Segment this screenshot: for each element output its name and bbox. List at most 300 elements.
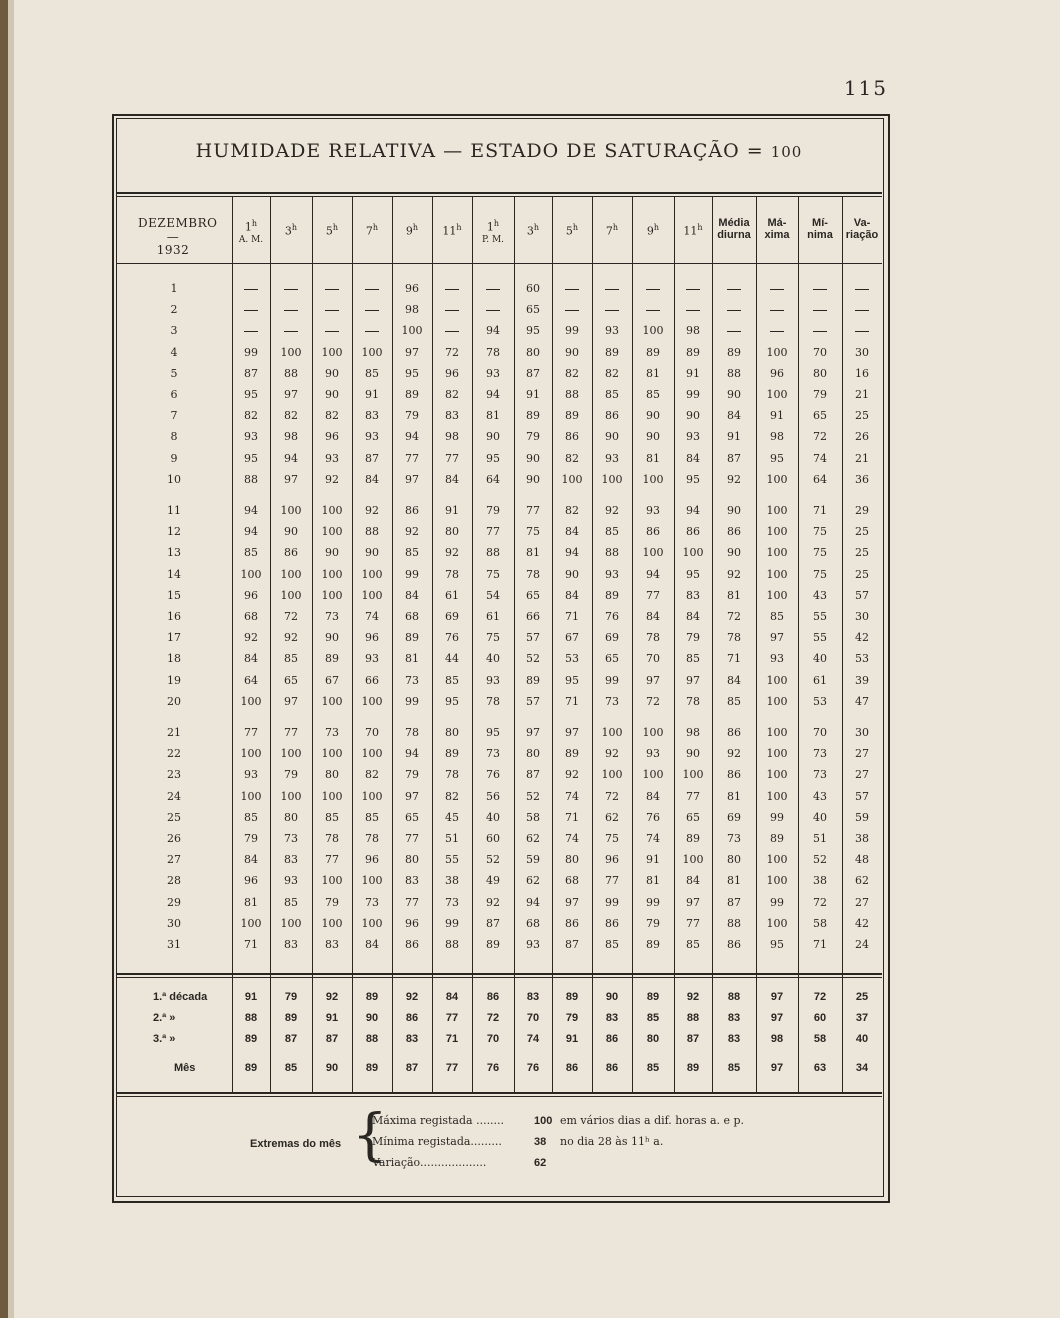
table-cell: 96	[405, 282, 419, 295]
header-hour-3	[312, 222, 352, 238]
table-cell: 40	[486, 811, 500, 824]
table-cell: 100	[240, 695, 262, 708]
summary-cell: 34	[855, 1062, 869, 1074]
summary-bottom-rule-2	[116, 1096, 882, 1097]
table-cell: 100	[361, 917, 383, 930]
table-cell: 83	[405, 874, 419, 887]
table-cell: 68	[405, 610, 419, 623]
table-cell: 89	[646, 938, 660, 951]
table-cell: 100	[321, 504, 343, 517]
table-cell: 81	[646, 367, 660, 380]
table-cell: 88	[727, 367, 741, 380]
table-cell: 38	[855, 832, 869, 845]
table-cell: 38	[445, 874, 459, 887]
table-cell: 78	[325, 832, 339, 845]
extreme-note: no dia 28 às 11ʰ a.	[560, 1135, 664, 1148]
table-cell: 89	[605, 589, 619, 602]
table-cell: 84	[445, 473, 459, 486]
table-cell: 90	[605, 430, 619, 443]
day-label: 30	[167, 917, 181, 930]
table-cell: 87	[526, 367, 540, 380]
header-variacao-line: riação	[845, 229, 879, 241]
summary-cell: 89	[244, 1062, 258, 1074]
table-cell: 97	[284, 695, 298, 708]
table-cell: 29	[855, 504, 869, 517]
table-cell: 90	[646, 409, 660, 422]
table-cell: 82	[244, 409, 258, 422]
day-label: 8	[170, 430, 178, 443]
table-cell: 65	[526, 303, 540, 316]
empty-dash	[445, 310, 459, 311]
table-cell: 95	[565, 674, 579, 687]
header-hour-suffix: h	[372, 223, 379, 232]
table-cell: 89	[526, 409, 540, 422]
table-cell: 61	[813, 674, 827, 687]
day-label: 11	[167, 504, 181, 517]
table-cell: 94	[526, 896, 540, 909]
table-cell: 97	[405, 346, 419, 359]
empty-dash	[325, 310, 339, 311]
header-hour-value: 7	[605, 224, 613, 238]
table-cell: 91	[770, 409, 784, 422]
day-label: 1	[170, 282, 178, 295]
summary-cell: 85	[646, 1062, 660, 1074]
header-variacao	[842, 217, 882, 241]
table-cell: 100	[280, 589, 302, 602]
table-cell: 40	[813, 811, 827, 824]
empty-dash	[727, 331, 741, 332]
table-cell: 77	[686, 917, 700, 930]
table-cell: 80	[727, 853, 741, 866]
table-cell: 67	[565, 631, 579, 644]
table-cell: 75	[813, 546, 827, 559]
table-cell: 78	[526, 568, 540, 581]
table-cell: 92	[727, 747, 741, 760]
table-cell: 56	[486, 790, 500, 803]
header-hour-6	[432, 222, 472, 238]
table-cell: 49	[486, 874, 500, 887]
table-cell: 95	[686, 568, 700, 581]
empty-dash	[855, 331, 869, 332]
table-cell: 96	[445, 367, 459, 380]
table-cell: 86	[565, 917, 579, 930]
summary-label: 2.ª »	[153, 1012, 176, 1024]
table-cell: 78	[445, 768, 459, 781]
empty-dash	[813, 289, 827, 290]
summary-cell: 89	[686, 1062, 700, 1074]
table-cell: 86	[405, 504, 419, 517]
header-hour-suffix: h	[251, 219, 258, 228]
table-cell: 81	[405, 652, 419, 665]
table-cell: 90	[325, 367, 339, 380]
summary-cell: 88	[686, 1012, 700, 1024]
empty-dash	[813, 331, 827, 332]
table-cell: 74	[813, 452, 827, 465]
table-cell: 100	[361, 747, 383, 760]
table-cell: 90	[727, 388, 741, 401]
table-cell: 88	[727, 917, 741, 930]
table-cell: 89	[605, 346, 619, 359]
table-cell: 99	[605, 896, 619, 909]
table-cell: 92	[727, 473, 741, 486]
table-cell: 93	[486, 367, 500, 380]
summary-cell: 58	[813, 1033, 827, 1045]
table-cell: 97	[646, 674, 660, 687]
table-cell: 65	[284, 674, 298, 687]
table-cell: 86	[646, 525, 660, 538]
empty-dash	[770, 331, 784, 332]
table-cell: 100	[321, 525, 343, 538]
summary-cell: 84	[445, 991, 459, 1003]
table-cell: 92	[605, 504, 619, 517]
empty-dash	[686, 310, 700, 311]
day-label: 10	[167, 473, 181, 486]
table-cell: 87	[727, 452, 741, 465]
table-cell: 92	[727, 568, 741, 581]
table-cell: 97	[284, 388, 298, 401]
header-hour-value: 7	[365, 224, 373, 238]
table-cell: 65	[526, 589, 540, 602]
table-cell: 94	[486, 324, 500, 337]
table-cell: 70	[813, 346, 827, 359]
table-cell: 79	[325, 896, 339, 909]
summary-cell: 63	[813, 1062, 827, 1074]
table-cell: 52	[526, 652, 540, 665]
table-cell: 71	[565, 695, 579, 708]
table-cell: 30	[855, 610, 869, 623]
summary-cell: 89	[565, 991, 579, 1003]
table-cell: 100	[642, 768, 664, 781]
summary-cell: 72	[486, 1012, 500, 1024]
table-cell: 85	[325, 811, 339, 824]
table-cell: 76	[605, 610, 619, 623]
table-cell: 100	[280, 568, 302, 581]
table-cell: 78	[445, 568, 459, 581]
table-cell: 74	[646, 832, 660, 845]
day-label: 22	[167, 747, 181, 760]
header-hour-suffix: h	[697, 223, 703, 232]
table-cell: 57	[855, 790, 869, 803]
table-cell: 77	[405, 896, 419, 909]
title-value: 100	[770, 143, 803, 161]
table-cell: 81	[727, 874, 741, 887]
table-cell: 73	[727, 832, 741, 845]
table-cell: 27	[855, 747, 869, 760]
table-cell: 87	[486, 917, 500, 930]
table-cell: 94	[646, 568, 660, 581]
table-cell: 90	[284, 525, 298, 538]
empty-dash	[445, 289, 459, 290]
table-cell: 65	[405, 811, 419, 824]
day-label: 27	[167, 853, 181, 866]
extreme-value: 100	[534, 1115, 553, 1127]
table-cell: 82	[284, 409, 298, 422]
table-cell: 45	[445, 811, 459, 824]
table-cell: 58	[813, 917, 827, 930]
table-cell: 68	[526, 917, 540, 930]
table-cell: 93	[365, 652, 379, 665]
table-cell: 98	[445, 430, 459, 443]
table-cell: 93	[605, 452, 619, 465]
extreme-value: 62	[534, 1157, 547, 1169]
table-cell: 86	[605, 409, 619, 422]
table-cell: 100	[401, 324, 423, 337]
table-cell: 72	[605, 790, 619, 803]
header-bottom-rule	[116, 263, 882, 264]
table-cell: 55	[445, 853, 459, 866]
header-hour-value: 3	[284, 224, 292, 238]
table-cell: 82	[605, 367, 619, 380]
table-cell: 89	[646, 346, 660, 359]
table-cell: 71	[565, 811, 579, 824]
table-cell: 59	[855, 811, 869, 824]
day-label: 18	[167, 652, 181, 665]
table-cell: 79	[526, 430, 540, 443]
table-cell: 90	[565, 346, 579, 359]
table-cell: 100	[280, 917, 302, 930]
table-cell: 72	[445, 346, 459, 359]
table-cell: 84	[646, 790, 660, 803]
table-cell: 78	[405, 726, 419, 739]
summary-cell: 86	[565, 1062, 579, 1074]
table-cell: 82	[565, 452, 579, 465]
table-cell: 43	[813, 790, 827, 803]
table-cell: 95	[445, 695, 459, 708]
table-cell: 85	[244, 811, 258, 824]
table-cell: 84	[646, 610, 660, 623]
table-cell: 99	[565, 324, 579, 337]
table-cell: 71	[727, 652, 741, 665]
table-cell: 90	[365, 546, 379, 559]
summary-cell: 76	[486, 1062, 500, 1074]
header-top-rule	[116, 192, 882, 194]
summary-cell: 97	[770, 1062, 784, 1074]
empty-dash	[646, 310, 660, 311]
header-hour-suffix: h	[493, 219, 500, 228]
table-cell: 68	[565, 874, 579, 887]
table-cell: 81	[727, 589, 741, 602]
summary-cell: 83	[526, 991, 540, 1003]
table-cell: 26	[855, 430, 869, 443]
table-cell: 85	[605, 938, 619, 951]
table-cell: 91	[686, 367, 700, 380]
empty-dash	[727, 289, 741, 290]
table-cell: 85	[605, 388, 619, 401]
summary-cell: 83	[727, 1012, 741, 1024]
table-cell: 72	[813, 896, 827, 909]
table-cell: 84	[244, 652, 258, 665]
table-cell: 96	[405, 917, 419, 930]
table-cell: 39	[855, 674, 869, 687]
table-cell: 93	[244, 768, 258, 781]
summary-cell: 79	[565, 1012, 579, 1024]
empty-dash	[284, 331, 298, 332]
table-cell: 21	[855, 452, 869, 465]
table-cell: 65	[813, 409, 827, 422]
table-cell: 66	[526, 610, 540, 623]
table-cell: 51	[813, 832, 827, 845]
header-hour-5	[392, 222, 432, 238]
table-cell: 93	[526, 938, 540, 951]
empty-dash	[244, 310, 258, 311]
table-cell: 93	[770, 652, 784, 665]
table-cell: 30	[855, 346, 869, 359]
table-cell: 100	[240, 917, 262, 930]
summary-cell: 85	[646, 1012, 660, 1024]
summary-cell: 91	[325, 1012, 339, 1024]
table-cell: 87	[244, 367, 258, 380]
table-cell: 95	[526, 324, 540, 337]
header-dash: —	[166, 230, 180, 244]
table-cell: 62	[526, 832, 540, 845]
extreme-name: Variação...................	[372, 1156, 487, 1169]
table-cell: 100	[766, 525, 788, 538]
table-cell: 62	[605, 811, 619, 824]
table-cell: 75	[526, 525, 540, 538]
summary-cell: 87	[325, 1033, 339, 1045]
table-cell: 94	[486, 388, 500, 401]
table-cell: 70	[646, 652, 660, 665]
summary-cell: 86	[405, 1012, 419, 1024]
table-cell: 89	[565, 747, 579, 760]
table-cell: 100	[642, 546, 664, 559]
header-hour-value: 11	[683, 224, 698, 238]
table-cell: 55	[813, 631, 827, 644]
table-cell: 61	[445, 589, 459, 602]
table-cell: 100	[682, 768, 704, 781]
table-cell: 77	[445, 452, 459, 465]
table-cell: 99	[405, 568, 419, 581]
table-cell: 78	[486, 695, 500, 708]
table-cell: 51	[445, 832, 459, 845]
table-cell: 91	[445, 504, 459, 517]
day-label: 26	[167, 832, 181, 845]
table-cell: 65	[605, 652, 619, 665]
extremes-brace: {	[352, 1103, 388, 1168]
day-label: 19	[167, 674, 181, 687]
table-cell: 86	[565, 430, 579, 443]
table-cell: 68	[244, 610, 258, 623]
table-cell: 74	[565, 790, 579, 803]
empty-dash	[605, 289, 619, 290]
day-label: 24	[167, 790, 181, 803]
empty-dash	[244, 289, 258, 290]
summary-cell: 98	[770, 1033, 784, 1045]
table-cell: 90	[486, 430, 500, 443]
empty-dash	[565, 289, 579, 290]
table-cell: 89	[445, 747, 459, 760]
table-cell: 83	[284, 938, 298, 951]
header-hour-value: 9	[405, 224, 413, 238]
table-cell: 90	[526, 473, 540, 486]
empty-dash	[813, 310, 827, 311]
table-cell: 92	[284, 631, 298, 644]
day-label: 31	[167, 938, 181, 951]
table-cell: 67	[325, 674, 339, 687]
table-cell: 93	[365, 430, 379, 443]
table-cell: 78	[686, 695, 700, 708]
table-cell: 59	[526, 853, 540, 866]
table-cell: 84	[727, 674, 741, 687]
table-cell: 73	[365, 896, 379, 909]
table-cell: 97	[405, 473, 419, 486]
table-cell: 81	[486, 409, 500, 422]
table-cell: 93	[646, 504, 660, 517]
table-cell: 85	[405, 546, 419, 559]
table-cell: 77	[526, 504, 540, 517]
summary-cell: 92	[405, 991, 419, 1003]
table-cell: 86	[405, 938, 419, 951]
summary-cell: 76	[526, 1062, 540, 1074]
table-cell: 90	[686, 747, 700, 760]
summary-cell: 92	[325, 991, 339, 1003]
table-cell: 93	[244, 430, 258, 443]
empty-dash	[605, 310, 619, 311]
header-hour-period: A. M.	[238, 234, 264, 245]
table-cell: 80	[445, 525, 459, 538]
table-cell: 85	[284, 896, 298, 909]
table-cell: 97	[565, 896, 579, 909]
empty-dash	[284, 310, 298, 311]
table-cell: 82	[445, 790, 459, 803]
table-cell: 100	[682, 853, 704, 866]
table-cell: 98	[405, 303, 419, 316]
table-cell: 80	[526, 346, 540, 359]
header-maxima-line: xima	[764, 229, 790, 241]
header-hour-11	[632, 222, 674, 238]
table-cell: 99	[405, 695, 419, 708]
table-cell: 100	[766, 917, 788, 930]
header-minima-line: Mí-	[812, 217, 828, 229]
day-label: 5	[170, 367, 178, 380]
table-cell: 86	[727, 525, 741, 538]
summary-cell: 77	[445, 1062, 459, 1074]
table-cell: 90	[686, 409, 700, 422]
table-cell: 77	[646, 589, 660, 602]
table-cell: 74	[565, 832, 579, 845]
table-cell: 91	[727, 430, 741, 443]
summary-cell: 97	[770, 1012, 784, 1024]
table-cell: 92	[565, 768, 579, 781]
table-cell: 60	[486, 832, 500, 845]
table-cell: 44	[445, 652, 459, 665]
table-cell: 70	[365, 726, 379, 739]
table-cell: 89	[486, 938, 500, 951]
table-cell: 100	[321, 917, 343, 930]
table-cell: 69	[445, 610, 459, 623]
table-cell: 72	[727, 610, 741, 623]
day-label: 4	[170, 346, 178, 359]
summary-cell: 40	[855, 1033, 869, 1045]
table-cell: 98	[770, 430, 784, 443]
table-cell: 48	[855, 853, 869, 866]
table-cell: 89	[526, 674, 540, 687]
table-cell: 85	[244, 546, 258, 559]
table-cell: 73	[405, 674, 419, 687]
summary-bottom-rule	[116, 1092, 882, 1094]
table-cell: 73	[486, 747, 500, 760]
table-cell: 86	[727, 938, 741, 951]
table-cell: 84	[565, 525, 579, 538]
table-cell: 72	[813, 430, 827, 443]
table-cell: 85	[284, 652, 298, 665]
empty-dash	[646, 289, 660, 290]
table-cell: 73	[445, 896, 459, 909]
table-cell: 86	[727, 726, 741, 739]
table-cell: 100	[601, 768, 623, 781]
table-cell: 88	[605, 546, 619, 559]
table-cell: 89	[727, 346, 741, 359]
